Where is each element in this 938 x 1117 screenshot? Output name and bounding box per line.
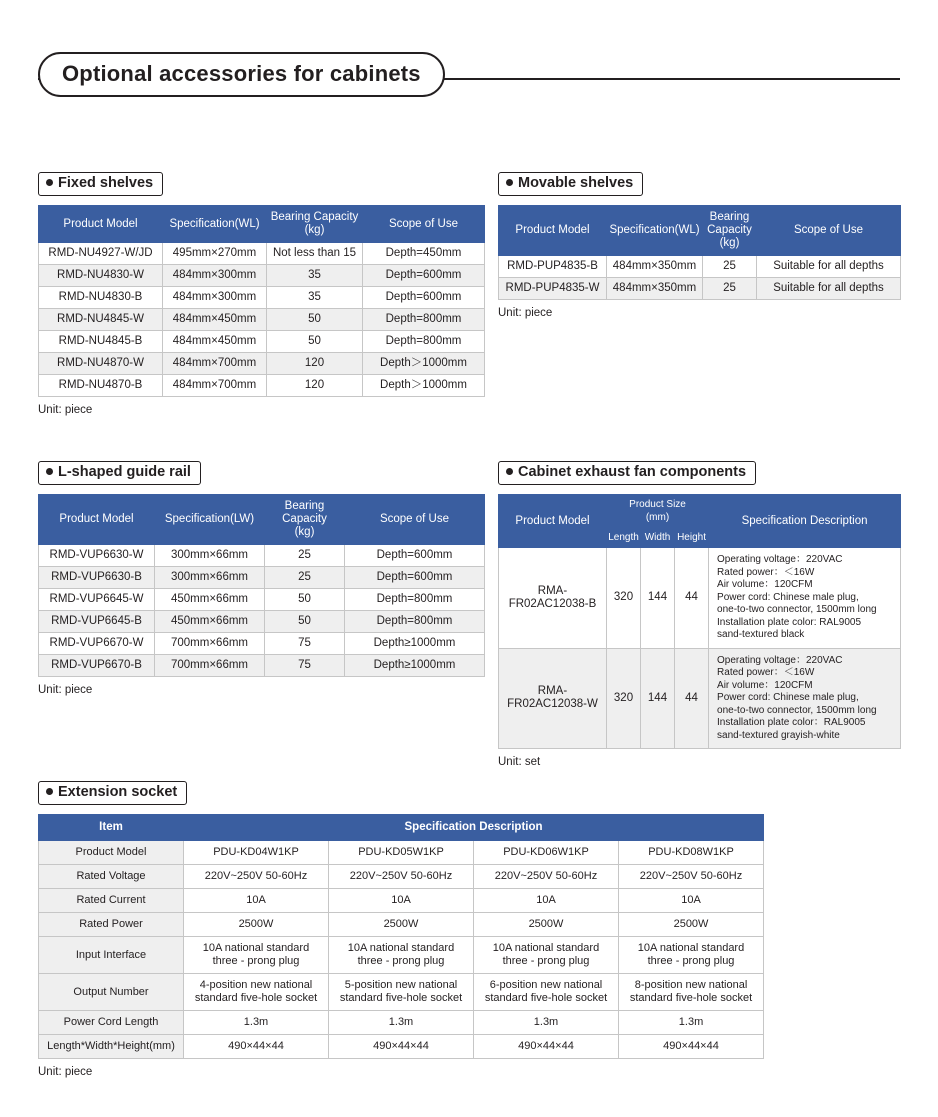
cell-value: 1.3m: [329, 1011, 474, 1035]
table-row: [39, 375, 485, 397]
unit-note-fixed-shelves: Unit: piece: [38, 404, 93, 416]
section-fixed-shelves: [38, 172, 485, 416]
cell-scope: Depth=600mm: [345, 545, 485, 567]
bullet-icon: [46, 179, 53, 186]
cell-capacity: 25: [703, 278, 757, 300]
cell-spec: 484mm×350mm: [607, 256, 703, 278]
cell-value: 1.3m: [184, 1011, 329, 1035]
cell-spec: 484mm×700mm: [163, 375, 267, 397]
cell-scope: Depth≥1000mm: [345, 633, 485, 655]
column-header-group-size: Product Size (mm): [607, 495, 709, 528]
cell-model: RMD-VUP6670-B: [39, 655, 155, 677]
table-row: [39, 633, 485, 655]
cell-width: 144: [641, 548, 675, 649]
table-header-row: [39, 206, 485, 243]
column-header: Bearing Capacity (kg): [703, 206, 757, 256]
cell-model: RMD-VUP6645-W: [39, 589, 155, 611]
cell-value: 490×44×44: [184, 1035, 329, 1059]
cell-value: 2500W: [619, 913, 764, 937]
table-row: [499, 256, 901, 278]
cell-model: RMD-NU4870-W: [39, 353, 163, 375]
cell-value: 2500W: [184, 913, 329, 937]
table-row: [39, 243, 485, 265]
cell-value: 220V~250V 50-60Hz: [474, 865, 619, 889]
table-row: [39, 589, 485, 611]
cell-model: RMD-NU4870-B: [39, 375, 163, 397]
table-row: [39, 1011, 764, 1035]
cell-value: 1.3m: [474, 1011, 619, 1035]
unit-note-exhaust-fan: Unit: set: [498, 756, 541, 768]
section-header-fixed-shelves: [38, 172, 485, 196]
cell-model: RMD-PUP4835-B: [499, 256, 607, 278]
column-header: Scope of Use: [757, 206, 901, 256]
cell-value: 10A national standard three - prong plug: [329, 937, 474, 974]
column-header: Scope of Use: [345, 495, 485, 545]
column-header: Specification Description: [709, 495, 901, 548]
table-row: [39, 331, 485, 353]
section-title-guide-rail: L-shaped guide rail: [58, 464, 191, 480]
table-row: [39, 287, 485, 309]
section-title-extension-socket: Extension socket: [58, 784, 178, 800]
cell-length: 320: [607, 648, 641, 749]
cell-scope: Depth=800mm: [345, 611, 485, 633]
cell-model: RMA-FR02AC12038-W: [499, 648, 607, 749]
section-title-exhaust-fan: Cabinet exhaust fan components: [518, 464, 747, 480]
table-row: [39, 353, 485, 375]
cell-value: PDU-KD06W1KP: [474, 841, 619, 865]
table-row: [39, 889, 764, 913]
cell-value: 5-position new national standard five-hole socket: [329, 974, 474, 1011]
section-exhaust-fan: [498, 461, 901, 768]
cell-spec: 484mm×700mm: [163, 353, 267, 375]
table-row: [39, 1035, 764, 1059]
bullet-icon: [506, 179, 513, 186]
column-header: Specification(LW): [155, 495, 265, 545]
column-header: Product Model: [499, 206, 607, 256]
column-header-item: Item: [39, 815, 184, 841]
column-header: Product Model: [39, 206, 163, 243]
section-guide-rail: [38, 461, 485, 696]
unit-note-movable-shelves: Unit: piece: [498, 307, 553, 319]
bullet-icon: [506, 468, 513, 475]
table-fixed-shelves: [38, 205, 485, 397]
table-row: [39, 545, 485, 567]
cell-capacity: 50: [267, 309, 363, 331]
row-label: Length*Width*Height(mm): [39, 1035, 184, 1059]
page-title: Optional accessories for cabinets: [38, 52, 445, 97]
section-title-movable-shelves: Movable shelves: [518, 175, 634, 191]
cell-capacity: 75: [265, 655, 345, 677]
column-header: Width: [641, 528, 675, 548]
table-row: [499, 648, 901, 749]
cell-capacity: Not less than 15: [267, 243, 363, 265]
cell-value: 2500W: [329, 913, 474, 937]
section-title-fixed-shelves: Fixed shelves: [58, 175, 154, 191]
cell-value: 1.3m: [619, 1011, 764, 1035]
cell-scope: Depth=800mm: [345, 589, 485, 611]
table-guide-rail: [38, 494, 485, 677]
cell-capacity: 50: [265, 589, 345, 611]
cell-capacity: 50: [267, 331, 363, 353]
section-extension-socket: [38, 781, 764, 1078]
cell-model: RMD-NU4927-W/JD: [39, 243, 163, 265]
cell-capacity: 50: [265, 611, 345, 633]
cell-capacity: 120: [267, 375, 363, 397]
cell-spec-description: Operating voltage：220VAC Rated power：＜16W Air volume：120CFM Power cord: Chinese male plug, one-to-two connector, 1500mm long Installation plate color：RAL9005 sand-textured grayish-white: [709, 648, 901, 749]
cell-scope: Depth=450mm: [363, 243, 485, 265]
cell-model: RMD-VUP6630-W: [39, 545, 155, 567]
cell-capacity: 25: [265, 567, 345, 589]
bullet-icon: [46, 788, 53, 795]
cell-scope: Depth＞1000mm: [363, 353, 485, 375]
document-page: [0, 52, 938, 1117]
cell-model: RMD-NU4830-W: [39, 265, 163, 287]
column-header: Specification(WL): [607, 206, 703, 256]
row-label: Rated Power: [39, 913, 184, 937]
cell-capacity: 75: [265, 633, 345, 655]
table-exhaust-fan: [498, 494, 901, 749]
cell-value: 2500W: [474, 913, 619, 937]
cell-model: RMD-VUP6630-B: [39, 567, 155, 589]
cell-capacity: 25: [703, 256, 757, 278]
cell-value: 10A national standard three - prong plug: [619, 937, 764, 974]
row-label: Product Model: [39, 841, 184, 865]
section-header-movable-shelves: [498, 172, 901, 196]
cell-spec: 484mm×450mm: [163, 309, 267, 331]
column-header: Scope of Use: [363, 206, 485, 243]
bullet-icon: [46, 468, 53, 475]
cell-value: 6-position new national standard five-hole socket: [474, 974, 619, 1011]
cell-value: PDU-KD04W1KP: [184, 841, 329, 865]
table-extension-socket: [38, 814, 764, 1059]
cell-value: 4-position new national standard five-hole socket: [184, 974, 329, 1011]
cell-value: 10A national standard three - prong plug: [474, 937, 619, 974]
cell-spec: 495mm×270mm: [163, 243, 267, 265]
table-row: [39, 309, 485, 331]
cell-scope: Depth≥1000mm: [345, 655, 485, 677]
cell-value: 10A: [329, 889, 474, 913]
cell-capacity: 35: [267, 265, 363, 287]
cell-value: PDU-KD08W1KP: [619, 841, 764, 865]
cell-value: 10A: [474, 889, 619, 913]
cell-value: 10A: [184, 889, 329, 913]
cell-model: RMD-NU4845-W: [39, 309, 163, 331]
cell-width: 144: [641, 648, 675, 749]
section-header-exhaust-fan: [498, 461, 901, 485]
table-header-row: [499, 206, 901, 256]
cell-spec: 450mm×66mm: [155, 589, 265, 611]
row-label: Input Interface: [39, 937, 184, 974]
column-header: Length: [607, 528, 641, 548]
cell-value: 220V~250V 50-60Hz: [619, 865, 764, 889]
table-header-row: [39, 495, 485, 545]
table-header-row: [39, 815, 764, 841]
column-header: Bearing Capacity (kg): [267, 206, 363, 243]
cell-capacity: 25: [265, 545, 345, 567]
cell-scope: Suitable for all depths: [757, 256, 901, 278]
cell-value: PDU-KD05W1KP: [329, 841, 474, 865]
table-row: [499, 548, 901, 649]
cell-model: RMD-VUP6670-W: [39, 633, 155, 655]
table-row: [39, 611, 485, 633]
cell-value: 10A national standard three - prong plug: [184, 937, 329, 974]
table-row: [39, 937, 764, 974]
cell-capacity: 35: [267, 287, 363, 309]
cell-value: 8-position new national standard five-hole socket: [619, 974, 764, 1011]
column-header-spec: Specification Description: [184, 815, 764, 841]
cell-length: 320: [607, 548, 641, 649]
row-label: Rated Voltage: [39, 865, 184, 889]
column-header: Height: [675, 528, 709, 548]
cell-value: 490×44×44: [474, 1035, 619, 1059]
cell-model: RMD-NU4830-B: [39, 287, 163, 309]
cell-scope: Suitable for all depths: [757, 278, 901, 300]
section-header-extension-socket: [38, 781, 764, 805]
cell-value: 490×44×44: [329, 1035, 474, 1059]
cell-spec: 300mm×66mm: [155, 545, 265, 567]
cell-value: 220V~250V 50-60Hz: [329, 865, 474, 889]
cell-scope: Depth=600mm: [345, 567, 485, 589]
cell-value: 490×44×44: [619, 1035, 764, 1059]
table-row: [39, 974, 764, 1011]
cell-scope: Depth＞1000mm: [363, 375, 485, 397]
cell-spec: 700mm×66mm: [155, 633, 265, 655]
cell-scope: Depth=800mm: [363, 331, 485, 353]
cell-value: 220V~250V 50-60Hz: [184, 865, 329, 889]
column-header: Product Model: [39, 495, 155, 545]
cell-height: 44: [675, 648, 709, 749]
section-movable-shelves: [498, 172, 901, 319]
table-row: [39, 567, 485, 589]
cell-height: 44: [675, 548, 709, 649]
cell-model: RMD-NU4845-B: [39, 331, 163, 353]
table-row: [39, 655, 485, 677]
table-row: [39, 913, 764, 937]
cell-spec: 484mm×350mm: [607, 278, 703, 300]
cell-spec: 484mm×300mm: [163, 265, 267, 287]
row-label: Rated Current: [39, 889, 184, 913]
cell-model: RMA-FR02AC12038-B: [499, 548, 607, 649]
column-header: Bearing Capacity (kg): [265, 495, 345, 545]
cell-model: RMD-VUP6645-B: [39, 611, 155, 633]
unit-note-guide-rail: Unit: piece: [38, 684, 93, 696]
cell-value: 10A: [619, 889, 764, 913]
page-title-area: [38, 52, 900, 98]
cell-scope: Depth=600mm: [363, 265, 485, 287]
unit-note-extension-socket: Unit: piece: [38, 1066, 93, 1078]
cell-spec-description: Operating voltage：220VAC Rated power：＜16W Air volume：120CFM Power cord: Chinese male plug, one-to-two connector, 1500mm long Installation plate color: RAL9005 sand-textured black: [709, 548, 901, 649]
cell-capacity: 120: [267, 353, 363, 375]
table-row: [39, 841, 764, 865]
cell-spec: 484mm×300mm: [163, 287, 267, 309]
column-header: Specification(WL): [163, 206, 267, 243]
table-movable-shelves: [498, 205, 901, 300]
cell-spec: 700mm×66mm: [155, 655, 265, 677]
cell-scope: Depth=800mm: [363, 309, 485, 331]
cell-model: RMD-PUP4835-W: [499, 278, 607, 300]
cell-spec: 300mm×66mm: [155, 567, 265, 589]
row-label: Power Cord Length: [39, 1011, 184, 1035]
cell-spec: 484mm×450mm: [163, 331, 267, 353]
column-header: Product Model: [499, 495, 607, 548]
table-row: [39, 265, 485, 287]
table-header-row: [499, 495, 901, 528]
table-row: [499, 278, 901, 300]
cell-scope: Depth=600mm: [363, 287, 485, 309]
table-row: [39, 865, 764, 889]
row-label: Output Number: [39, 974, 184, 1011]
section-header-guide-rail: [38, 461, 485, 485]
cell-spec: 450mm×66mm: [155, 611, 265, 633]
